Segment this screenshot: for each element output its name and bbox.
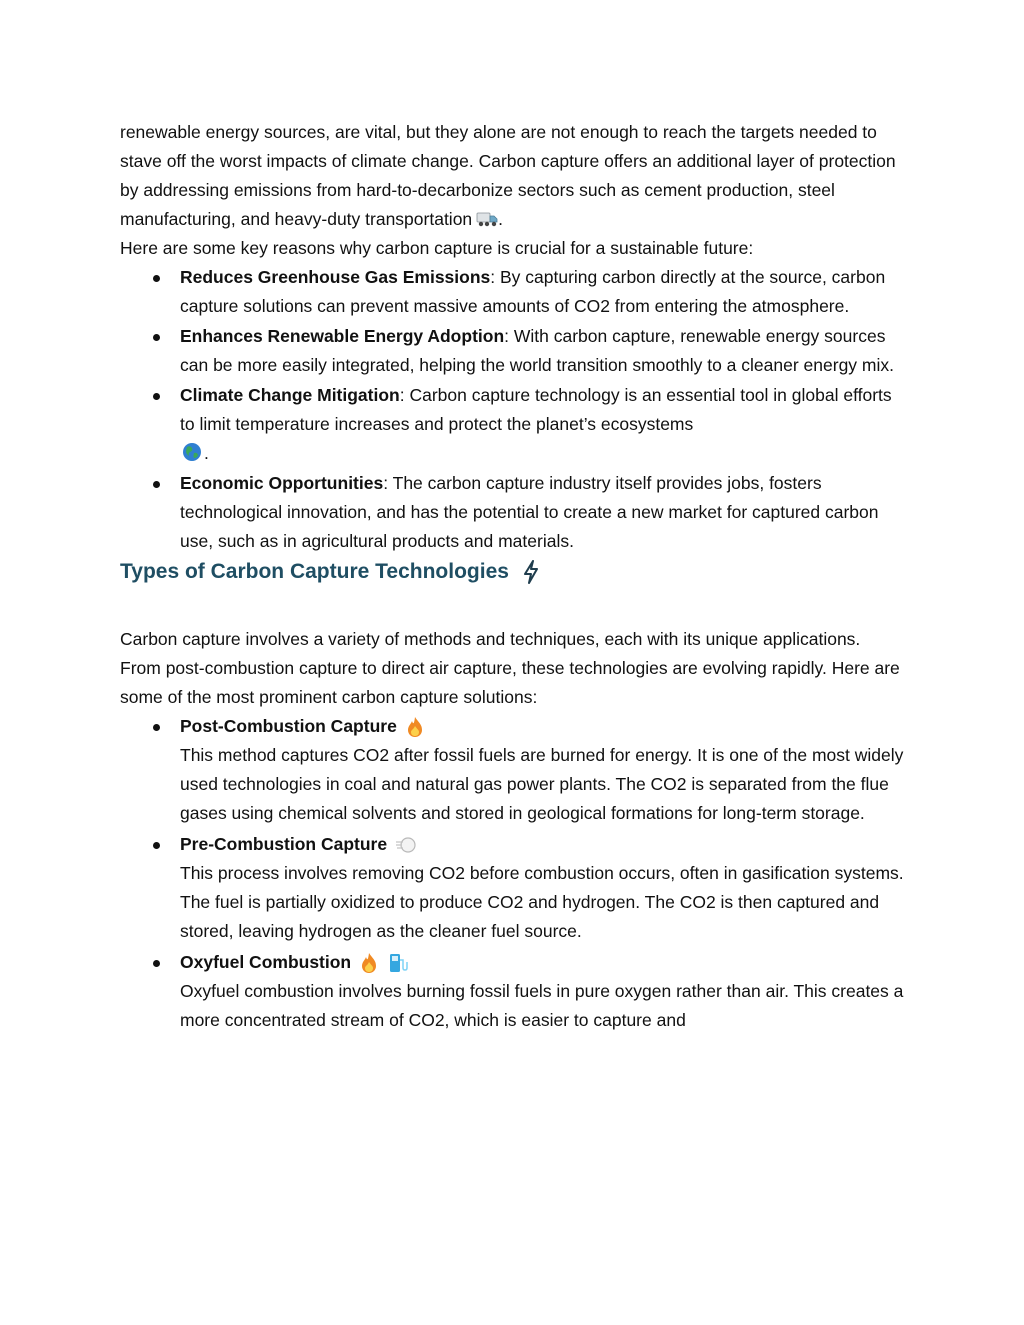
reason-text: : With carbon capture, renewable energy sources can be more easily integrated, helping the world transition smoothly to a cleaner energy mix.: [180, 326, 894, 375]
reasons-lead: Here are some key reasons why carbon capture is crucial for a sustainable future:: [120, 238, 754, 258]
section-heading-text: Types of Carbon Capture Technologies: [120, 560, 509, 583]
intro-text: renewable energy sources, are vital, but they alone are not enough to reach the targets needed to stave off the worst impacts of climate change. Carbon capture offers an additional layer of protection by addressing emissions from hard-to-decarbonize sectors such as cement production, steel manufacturing, and heavy-duty transportation: [120, 122, 896, 229]
reason-trailing: .: [204, 443, 209, 463]
tech-title: Post-Combustion Capture: [180, 716, 397, 736]
list-item: [120, 381, 905, 468]
tech-title-line: [180, 948, 905, 977]
tech-text: This process involves removing CO2 before combustion occurs, often in gasification systems. The fuel is partially oxidized to produce CO2 and hydrogen. The CO2 is then captured and stored, leaving hydrogen as the cleaner fuel source.: [180, 863, 904, 941]
reason-title: Economic Opportunities: [180, 473, 384, 493]
globe-icon: [182, 442, 204, 462]
list-item: [120, 830, 905, 946]
bullet-icon: [153, 334, 160, 341]
bullet-icon: [153, 393, 160, 400]
fire-icon: [405, 716, 425, 738]
tech-title-line: [180, 712, 905, 741]
tech-title: Pre-Combustion Capture: [180, 834, 388, 854]
tech-text: Oxyfuel combustion involves burning fossil fuels in pure oxygen rather than air. This creates a more concentrated stream of CO2, which is easier to capture and: [180, 981, 904, 1030]
fuel-pump-icon: [387, 952, 407, 974]
bullet-icon: [153, 481, 160, 488]
bullet-icon: [153, 724, 160, 731]
reason-text: : By capturing carbon directly at the source, carbon capture solutions can prevent massive amounts of CO2 from entering the atmosphere.: [180, 267, 886, 316]
list-item: [120, 948, 905, 1035]
tech-title: Oxyfuel Combustion: [180, 952, 352, 972]
lightning-icon: [523, 560, 539, 584]
reason-title: Reduces Greenhouse Gas Emissions: [180, 267, 491, 287]
bullet-icon: [153, 960, 160, 967]
intro-paragraph: [120, 118, 905, 234]
reasons-list: [120, 263, 905, 556]
truck-icon: [476, 208, 498, 228]
list-item: [120, 469, 905, 556]
reason-text: : The carbon capture industry itself provides jobs, fosters technological innovation, and has the potential to create a new market for captured carbon use, such as in agricultural products and materials.: [180, 473, 879, 551]
reason-text: : Carbon capture technology is an essential tool in global efforts to limit temperature increases and protect the planet’s ecosystems: [180, 385, 892, 434]
list-item: [120, 322, 905, 380]
reason-title: Enhances Renewable Energy Adoption: [180, 326, 505, 346]
section-heading: [120, 557, 905, 587]
intro-trailing: .: [498, 209, 504, 229]
bullet-icon: [153, 842, 160, 849]
fire-icon: [359, 952, 379, 974]
tech-text: This method captures CO2 after fossil fuels are burned for energy. It is one of the most widely used technologies in coal and natural gas power plants. The CO2 is separated from the flue gases using chemical solvents and stored in geological formations for long-term storage.: [180, 745, 904, 823]
list-item: [120, 712, 905, 828]
types-intro-paragraph: Carbon capture involves a variety of methods and techniques, each with its unique applications. From post-combustion capture to direct air capture, these technologies are evolving rapidly. Here are some of the most prominent carbon capture solutions:: [120, 629, 900, 707]
tech-title-line: [180, 830, 905, 859]
technologies-list: [120, 712, 905, 1035]
reason-title: Climate Change Mitigation: [180, 385, 400, 405]
bullet-icon: [153, 275, 160, 282]
document-page: [120, 118, 905, 1037]
list-item: [120, 263, 905, 321]
wind-icon: [395, 834, 415, 856]
